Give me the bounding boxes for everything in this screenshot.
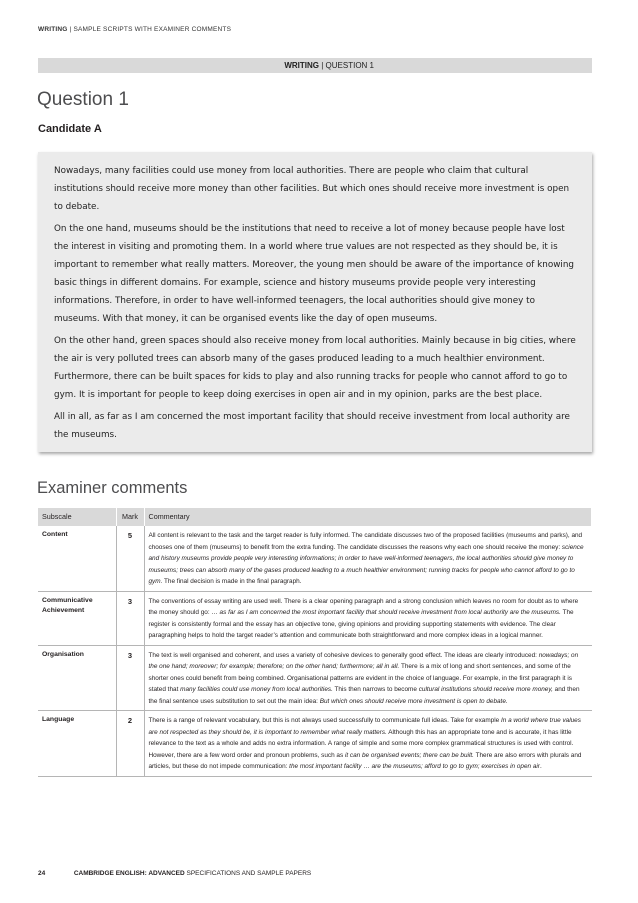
row-commentary — [144, 711, 592, 777]
table-row — [38, 711, 592, 777]
header-section: WRITING — [38, 26, 68, 33]
commentary-text: The conventions of essay writing are used well. There is a clear opening paragraph and a strong conclusion which leaves no room for doubt as to where the money should go: — [148, 597, 579, 616]
commentary-text: There are also errors with plurals and articles, but these do not impede communication: — [148, 751, 582, 770]
commentary-text: The register is consistently formal and the essay has an objective tone, giving opinions and providing supporting statements with evidence. The clear paragraphing helps to hold the target reader’s attention and communicate both straightforward and more complex ideas in a logical manner. — [148, 609, 574, 639]
section-bar — [38, 58, 592, 73]
header-subtitle: SAMPLE SCRIPTS WITH EXAMINER COMMENTS — [73, 26, 232, 33]
commentary-quote: But which ones should receive more investment is open to debate. — [319, 697, 508, 705]
row-mark: 3 — [116, 591, 144, 645]
header-mark: Mark — [116, 508, 144, 526]
commentary-text: . — [539, 763, 542, 770]
table-row — [38, 526, 592, 591]
candidate-script — [38, 152, 592, 452]
commentary-quote: In a world where true values are not respected as they should be, it is important to remember what really matters. — [148, 717, 581, 736]
section-bar-rest: | QUESTION 1 — [321, 61, 374, 70]
row-mark: 2 — [116, 711, 144, 777]
script-paragraph: On the one hand, museums should be the institutions that need to receive a lot of money because people have lost the interest in visiting and promoting them. In a world where true values are not respected as they should be, it is important to remember what really matters. Moreover, the young men should be aware of the importance of knowing basic things in different domains. For example, science and history museums provide people very interesting informations. Therefore, in order to have well-informed teenagers, the local authorities should give money to museums. With that money, it can be organised events like the day of open museums. — [54, 224, 575, 324]
commentary-quote: … as far as I am concerned the most important facility that should receive investment from local authority are the museums. — [211, 609, 561, 616]
header-commentary: Commentary — [144, 508, 592, 526]
section-bar-bold: WRITING — [284, 61, 319, 70]
commentary-quote: science and history museums provide people very interesting informations; in order to have well-informed teenagers, the local authorities should give money to museums; trees can absorb many of the gases produced leading to a much healthier environment; running tracks for people who cannot afford to go to gym. — [148, 543, 584, 585]
row-commentary — [144, 526, 592, 591]
script-paragraph: On the other hand, green spaces should also receive money from local authorities. Mainly because in big cities, where the air is very polluted trees can absorb many of the gases produced leading to a much healthier environment. Furthermore, there can be built spaces for kids to play and also running tracks for people who cannot afford to go to gym. It is important for people to keep doing exercises in open air and in my opinion, parks are the best place. — [54, 336, 576, 400]
row-mark: 3 — [116, 645, 144, 711]
commentary-text: The text is well organised and coherent, and uses a variety of cohesive devices to generally good effect. The ideas are clearly introduced: — [148, 651, 539, 659]
examiner-comments-table — [38, 508, 592, 777]
question-title: Question 1 — [37, 89, 129, 110]
commentary-text: There is a mix of long and short sentences, and some of the shorter ones could benefit from being combined. Organisational patterns are evident in the choice of language. For example, in the first paragraph it is stated that — [148, 663, 572, 693]
commentary-quote: it can be organised events; there can be built. — [344, 751, 474, 759]
footer-brand: CAMBRIDGE ENGLISH: ADVANCED — [73, 870, 185, 877]
commentary-text: Although this has an appropriate tone and is accurate, it has little relevance to the text as a whole and adds no extra information. A range of simple and some more complex grammatical structures is used with control. However, there are a few word order and pronoun problems, such as — [148, 728, 574, 759]
row-subscale: Organisation — [38, 645, 116, 711]
row-mark: 5 — [116, 526, 144, 591]
table-header-row — [38, 508, 592, 526]
running-header — [38, 26, 231, 33]
commentary-text: and then the final sentence uses substitution to set out the main idea: — [148, 686, 580, 705]
commentary-text: There is a range of relevant vocabulary, but this is not always used successfully to communicate full ideas. Take for example — [148, 717, 501, 724]
row-subscale: Content — [38, 526, 116, 591]
page-footer — [38, 870, 311, 877]
row-commentary — [144, 591, 592, 645]
footer-rest: SPECIFICATIONS AND SAMPLE PAPERS — [186, 870, 312, 877]
row-subscale: Communicative Achievement — [38, 591, 116, 645]
commentary-text: This then narrows to become — [332, 686, 419, 693]
script-paragraph: All in all, as far as I am concerned the most important facility that should receive investment from local authority are the museums. — [54, 412, 570, 440]
page-number: 24 — [38, 870, 46, 877]
header-separator: | — [69, 26, 72, 33]
examiner-comments-title: Examiner comments — [37, 479, 188, 497]
row-commentary — [144, 645, 592, 711]
script-paragraph: Nowadays, many facilities could use money from local authorities. There are people who claim that cultural institutions should receive more money than other facilities. But which ones should receive more investment is open to debate. — [54, 166, 570, 212]
commentary-quote: the most important facility … are the museums; afford to go to gym; exercises in open air — [289, 763, 540, 770]
table-row — [38, 645, 592, 711]
commentary-quote: many facilities could use money from local authorities. — [180, 686, 333, 693]
table-row — [38, 591, 592, 645]
candidate-label: Candidate A — [38, 123, 102, 135]
commentary-quote: cultural institutions should receive more money, — [418, 686, 553, 693]
header-subscale: Subscale — [38, 508, 116, 526]
commentary-text: The final decision is made in the final paragraph. — [162, 578, 302, 585]
commentary-text: All content is relevant to the task and the target reader is fully informed. The candidate discusses two of the proposed facilities (museums and parks), and chooses one of them (museums) to benefit from the extra funding. The candidate discusses the reasons why each one should receive the money: — [148, 532, 583, 551]
row-subscale: Language — [38, 711, 116, 777]
commentary-quote: nowadays; on the one hand; moreover; for example; therefore; on the other hand; furthermore; all in all. — [148, 651, 579, 670]
